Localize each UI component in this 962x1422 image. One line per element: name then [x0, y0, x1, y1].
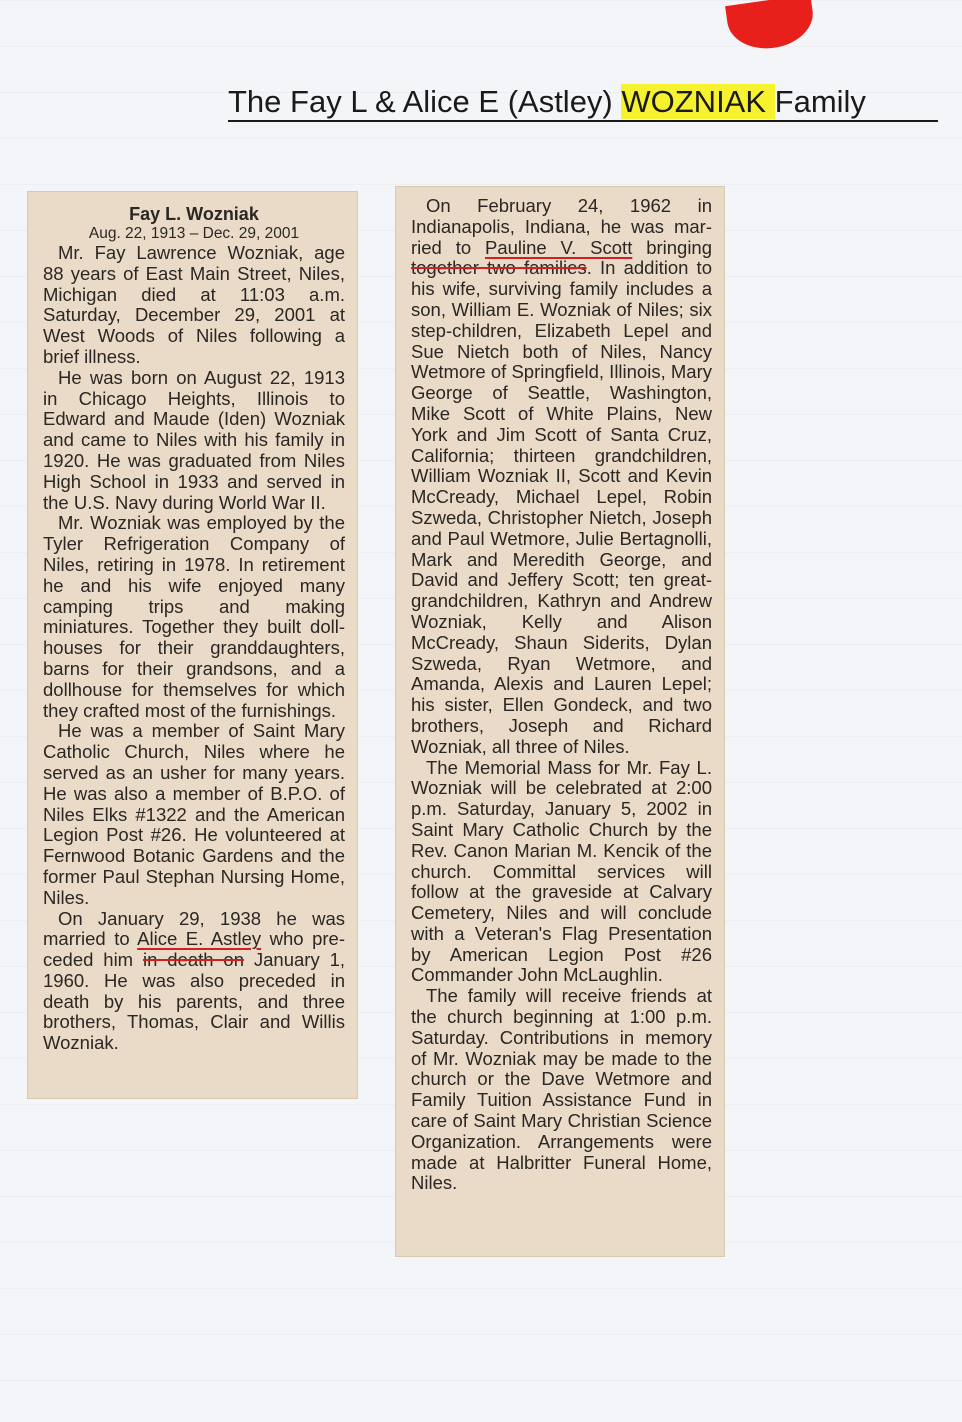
struck-text: in death on	[142, 949, 244, 971]
text-run: who preceded him	[43, 928, 345, 971]
obituary-paragraph-birth: He was born on August 22, 1913 in Chicago Heights, Illinois to Edward and Maude (Iden) Wozniak and came to Niles with his family in 1920. He was graduated from Niles High School in 1933 and served in the U.S. Navy during World War II.	[43, 366, 345, 513]
obituary-dates: Aug. 22, 1913 – Dec. 29, 2001	[88, 225, 300, 242]
obituary-column-right	[411, 196, 712, 1194]
underlined-name-pauline: Pauline V. Scott	[484, 236, 633, 258]
page-title	[228, 84, 938, 122]
obituary-name: Fay L. Wozniak	[129, 204, 259, 224]
obituary-paragraph-first-marriage	[43, 909, 345, 1055]
obituary-clipping-right	[395, 186, 725, 1257]
title-prefix: The Fay L & Alice E (Astley)	[228, 84, 622, 119]
obituary-paragraph-second-marriage	[411, 196, 712, 758]
text-run: bringing	[632, 236, 713, 258]
text-run: January 1, 1960. He was also preceded in death by his parents, and three brothers, Thomas, Clair and Willis Wozniak.	[43, 949, 345, 1054]
title-highlighted-surname: WOZNIAK	[621, 84, 775, 119]
text-run: On January 29, 1938 he was married to	[43, 907, 345, 950]
struck-text: together two families	[411, 257, 587, 279]
text-run: On February 24, 1962 in Indianapolis, Indiana, he was married to	[411, 195, 712, 258]
obituary-paragraph-visitation: The family will receive friends at the church beginning at 1:00 p.m. Saturday. Contributions in memory of Mr. Wozniak may be made to the church or the Dave Wetmore and Family Tuition Assistance Fund in care of Saint Mary Christian Science Organization. Arrangements were made at Halbritter Funeral Home, Niles.	[411, 985, 712, 1194]
obituary-paragraph-death: Mr. Fay Lawrence Wozniak, age 88 years of East Main Street, Niles, Michigan died at 11:03 a.m. Saturday, December 29, 2001 at West Woods of Niles following a brief illness.	[43, 242, 345, 367]
underlined-name-alice: Alice E. Astley	[137, 928, 262, 950]
obituary-paragraph-memorial-mass: The Memorial Mass for Mr. Fay L. Wozniak will be celebrated at 2:00 p.m. Saturday, January 5, 2002 in Saint Mary Catholic Church by the Rev. Canon Marian M. Kencik of the church. Committal services will follow at the graveside at Calvary Cemetery, Niles and will conclude with a Veteran's Flag Presentation by American Legion Post #26 Commander John McLaughlin.	[411, 756, 712, 986]
obituary-clipping-left	[27, 191, 358, 1099]
obituary-column-left	[43, 201, 345, 1054]
title-suffix: Family	[774, 84, 866, 119]
red-paper-marker	[725, 0, 817, 54]
obituary-paragraph-career: Mr. Wozniak was employed by the Tyler Refrigeration Company of Niles, retiring in 1978. In retirement he and his wife enjoyed many camping trips and making miniatures. Together they built dollhouses for their granddaughters, barns for their grandsons, and a dollhouse for themselves for which they crafted most of the furnishings.	[43, 512, 345, 721]
obituary-paragraph-memberships: He was a member of Saint Mary Catholic Church, Niles where he served as an usher for many years. He was also a member of B.P.O. of Niles Elks #1322 and the American Legion Post #26. He volunteered at Fernwood Botanic Gardens and the former Paul Stephan Nursing Home, Niles.	[43, 720, 345, 908]
text-run: . In addition to his wife, surviving family includes a son, William E. Wozniak of Niles; six step-children, Elizabeth Lepel and Sue Nietch both of Niles, Nancy Wetmore of Springfield, Illinois, Mary George of Seattle, Washington, Mike Scott of White Plains, New York and Jim Scott of Santa Cruz, California; thirteen grandchildren, William Wozniak II, Scott and Kevin McCready, Michael Lepel, Robin Szweda, Christopher Nietch, Joseph and Paul Wetmore, Julie Bertagnolli, Mark and Meredith George, and David and Jeffery Scott; ten great-grandchildren, Kathryn and Andrew Wozniak, Kelly and Alison McCready, Shaun Siderits, Dylan Szweda, Ryan Wetmore, and Amanda, Alexis and Lauren Lepel; his sister, Ellen Gondeck, and two brothers, Joseph and Richard Wozniak, all three of Niles.	[411, 257, 712, 757]
